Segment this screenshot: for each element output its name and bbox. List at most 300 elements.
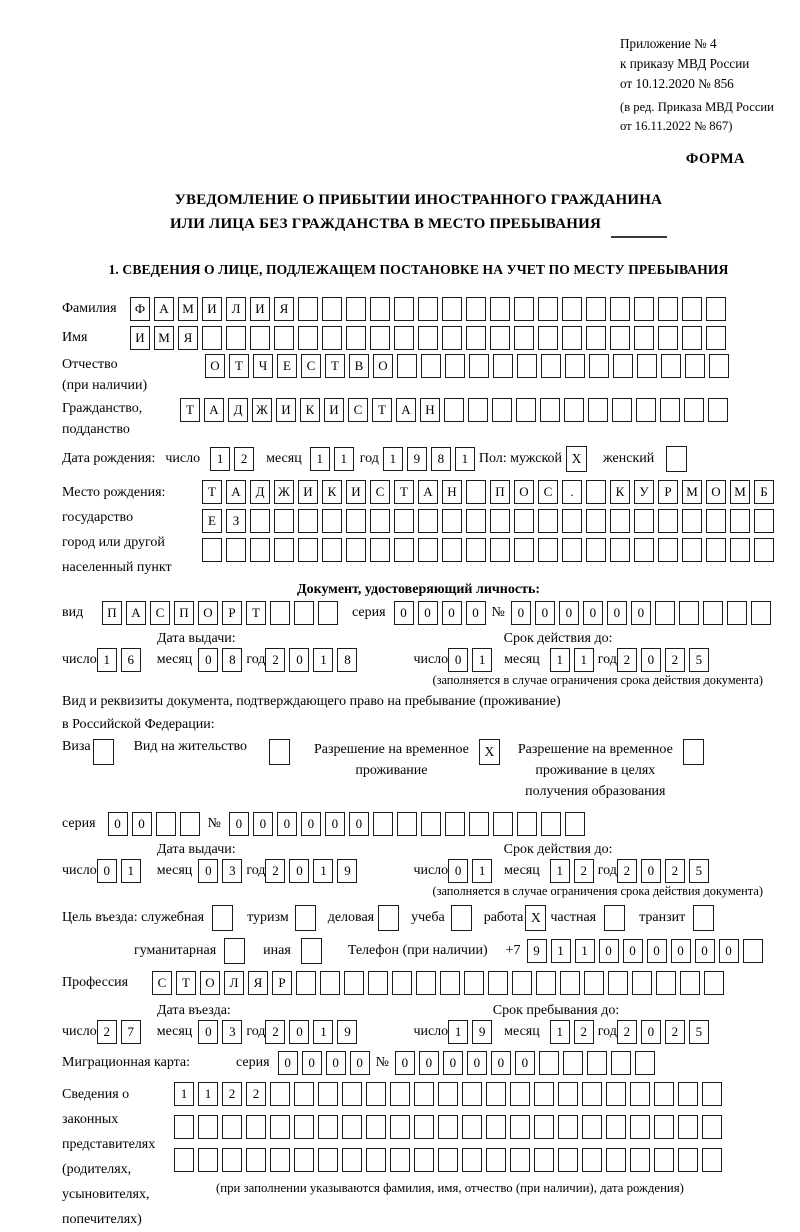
char-box[interactable] (586, 480, 606, 504)
char-box[interactable]: Я (178, 326, 198, 350)
char-box[interactable]: М (730, 480, 750, 504)
char-box[interactable] (534, 1148, 554, 1172)
char-box[interactable]: Т (325, 354, 345, 378)
char-box[interactable]: И (202, 297, 222, 321)
char-box[interactable] (486, 1082, 506, 1106)
char-box[interactable]: Я (248, 971, 268, 995)
char-box[interactable] (390, 1148, 410, 1172)
char-box[interactable]: Б (754, 480, 774, 504)
char-box[interactable] (562, 509, 582, 533)
purpose-study-checkbox[interactable] (451, 905, 472, 931)
char-box[interactable]: Д (228, 398, 248, 422)
char-box[interactable]: С (301, 354, 321, 378)
char-box[interactable] (274, 326, 294, 350)
char-box[interactable] (658, 509, 678, 533)
char-box[interactable] (610, 297, 630, 321)
char-box[interactable] (466, 297, 486, 321)
char-box[interactable]: Ч (253, 354, 273, 378)
char-box[interactable] (560, 971, 580, 995)
char-box[interactable]: 1 (310, 447, 330, 471)
char-box[interactable]: Е (277, 354, 297, 378)
char-box[interactable]: 1 (472, 648, 492, 672)
char-box[interactable] (658, 297, 678, 321)
char-box[interactable] (226, 326, 246, 350)
char-box[interactable]: 2 (265, 859, 285, 883)
char-box[interactable] (226, 538, 246, 562)
char-box[interactable] (634, 538, 654, 562)
char-box[interactable] (702, 1148, 722, 1172)
char-box[interactable]: Я (274, 297, 294, 321)
char-box[interactable]: И (324, 398, 344, 422)
char-box[interactable]: 0 (325, 812, 345, 836)
char-box[interactable] (222, 1115, 242, 1139)
char-box[interactable] (682, 538, 702, 562)
char-box[interactable]: 2 (265, 1020, 285, 1044)
char-box[interactable]: Т (246, 601, 266, 625)
char-box[interactable]: 0 (301, 812, 321, 836)
char-box[interactable] (754, 538, 774, 562)
char-box[interactable]: Д (250, 480, 270, 504)
char-box[interactable] (466, 509, 486, 533)
char-box[interactable] (296, 971, 316, 995)
char-box[interactable] (558, 1082, 578, 1106)
char-box[interactable] (565, 354, 585, 378)
char-box[interactable]: 0 (719, 939, 739, 963)
char-box[interactable]: П (102, 601, 122, 625)
char-box[interactable]: 1 (313, 1020, 333, 1044)
char-box[interactable] (634, 509, 654, 533)
char-box[interactable] (678, 1082, 698, 1106)
char-box[interactable]: 2 (665, 648, 685, 672)
char-box[interactable]: 2 (222, 1082, 242, 1106)
char-box[interactable]: 8 (222, 648, 242, 672)
char-box[interactable]: С (152, 971, 172, 995)
char-box[interactable] (342, 1115, 362, 1139)
char-box[interactable] (516, 398, 536, 422)
char-box[interactable]: С (538, 480, 558, 504)
char-box[interactable] (370, 326, 390, 350)
char-box[interactable] (708, 398, 728, 422)
char-box[interactable] (582, 1115, 602, 1139)
char-box[interactable]: 0 (253, 812, 273, 836)
char-box[interactable] (606, 1148, 626, 1172)
char-box[interactable]: С (150, 601, 170, 625)
char-box[interactable]: 0 (302, 1051, 322, 1075)
char-box[interactable] (418, 509, 438, 533)
char-box[interactable] (517, 354, 537, 378)
char-box[interactable] (397, 812, 417, 836)
char-box[interactable] (270, 601, 290, 625)
char-box[interactable]: Т (176, 971, 196, 995)
char-box[interactable] (682, 326, 702, 350)
char-box[interactable] (198, 1115, 218, 1139)
char-box[interactable] (390, 1082, 410, 1106)
char-box[interactable]: 5 (689, 1020, 709, 1044)
char-box[interactable]: 0 (289, 1020, 309, 1044)
char-box[interactable]: 8 (431, 447, 451, 471)
char-box[interactable]: 0 (132, 812, 152, 836)
char-box[interactable] (274, 538, 294, 562)
char-box[interactable] (606, 1082, 626, 1106)
char-box[interactable]: И (130, 326, 150, 350)
char-box[interactable] (541, 354, 561, 378)
char-box[interactable] (656, 971, 676, 995)
char-box[interactable] (322, 538, 342, 562)
char-box[interactable] (488, 971, 508, 995)
char-box[interactable] (180, 812, 200, 836)
visa-checkbox[interactable] (93, 739, 114, 765)
char-box[interactable] (250, 509, 270, 533)
char-box[interactable]: 9 (527, 939, 547, 963)
char-box[interactable]: . (562, 480, 582, 504)
char-box[interactable] (637, 354, 657, 378)
purpose-official-checkbox[interactable] (212, 905, 233, 931)
char-box[interactable]: 1 (550, 648, 570, 672)
char-box[interactable]: Н (420, 398, 440, 422)
char-box[interactable]: 9 (472, 1020, 492, 1044)
char-box[interactable]: 1 (383, 447, 403, 471)
char-box[interactable]: Р (272, 971, 292, 995)
char-box[interactable] (198, 1148, 218, 1172)
char-box[interactable]: 0 (559, 601, 579, 625)
char-box[interactable] (586, 297, 606, 321)
char-box[interactable] (492, 398, 512, 422)
char-box[interactable]: Т (229, 354, 249, 378)
char-box[interactable]: И (250, 297, 270, 321)
char-box[interactable] (565, 812, 585, 836)
char-box[interactable]: 0 (467, 1051, 487, 1075)
char-box[interactable]: И (276, 398, 296, 422)
sex-female-checkbox[interactable] (666, 446, 687, 472)
char-box[interactable] (346, 326, 366, 350)
char-box[interactable] (438, 1082, 458, 1106)
char-box[interactable]: 8 (337, 648, 357, 672)
char-box[interactable] (294, 1115, 314, 1139)
char-box[interactable] (702, 1115, 722, 1139)
char-box[interactable] (370, 509, 390, 533)
char-box[interactable] (562, 326, 582, 350)
char-box[interactable]: Ж (252, 398, 272, 422)
char-box[interactable]: 1 (198, 1082, 218, 1106)
char-box[interactable]: П (490, 480, 510, 504)
char-box[interactable]: С (370, 480, 390, 504)
char-box[interactable]: 1 (448, 1020, 468, 1044)
char-box[interactable] (632, 971, 652, 995)
char-box[interactable] (464, 971, 484, 995)
char-box[interactable]: Е (202, 509, 222, 533)
char-box[interactable] (394, 509, 414, 533)
char-box[interactable] (274, 509, 294, 533)
char-box[interactable] (294, 601, 314, 625)
char-box[interactable] (727, 601, 747, 625)
char-box[interactable] (558, 1115, 578, 1139)
char-box[interactable]: 0 (448, 648, 468, 672)
char-box[interactable] (658, 538, 678, 562)
char-box[interactable] (342, 1148, 362, 1172)
char-box[interactable]: Л (224, 971, 244, 995)
char-box[interactable] (444, 398, 464, 422)
char-box[interactable] (414, 1115, 434, 1139)
char-box[interactable]: А (204, 398, 224, 422)
char-box[interactable] (346, 538, 366, 562)
char-box[interactable] (222, 1148, 242, 1172)
char-box[interactable] (397, 354, 417, 378)
char-box[interactable]: 1 (121, 859, 141, 883)
purpose-private-checkbox[interactable] (604, 905, 625, 931)
char-box[interactable] (680, 971, 700, 995)
purpose-transit-checkbox[interactable] (693, 905, 714, 931)
char-box[interactable] (706, 326, 726, 350)
char-box[interactable] (654, 1082, 674, 1106)
char-box[interactable]: О (706, 480, 726, 504)
char-box[interactable]: 3 (222, 859, 242, 883)
char-box[interactable]: 1 (97, 648, 117, 672)
char-box[interactable] (562, 297, 582, 321)
char-box[interactable] (373, 812, 393, 836)
char-box[interactable] (418, 326, 438, 350)
char-box[interactable]: 0 (349, 812, 369, 836)
char-box[interactable] (635, 1051, 655, 1075)
char-box[interactable]: К (610, 480, 630, 504)
char-box[interactable]: 2 (265, 648, 285, 672)
char-box[interactable] (589, 354, 609, 378)
char-box[interactable]: 0 (448, 859, 468, 883)
char-box[interactable]: 0 (442, 601, 462, 625)
char-box[interactable] (678, 1115, 698, 1139)
char-box[interactable] (344, 971, 364, 995)
char-box[interactable]: 0 (289, 859, 309, 883)
char-box[interactable]: 2 (617, 859, 637, 883)
char-box[interactable] (294, 1082, 314, 1106)
char-box[interactable] (538, 297, 558, 321)
char-box[interactable] (658, 326, 678, 350)
char-box[interactable] (438, 1115, 458, 1139)
char-box[interactable] (540, 398, 560, 422)
char-box[interactable]: 1 (455, 447, 475, 471)
char-box[interactable]: 0 (491, 1051, 511, 1075)
char-box[interactable] (703, 601, 723, 625)
char-box[interactable]: 1 (210, 447, 230, 471)
char-box[interactable]: 2 (665, 859, 685, 883)
char-box[interactable] (366, 1115, 386, 1139)
char-box[interactable] (608, 971, 628, 995)
char-box[interactable] (469, 354, 489, 378)
char-box[interactable] (754, 509, 774, 533)
char-box[interactable] (587, 1051, 607, 1075)
char-box[interactable] (156, 812, 176, 836)
char-box[interactable]: 0 (641, 1020, 661, 1044)
char-box[interactable]: 0 (108, 812, 128, 836)
char-box[interactable] (538, 326, 558, 350)
char-box[interactable]: 1 (313, 859, 333, 883)
char-box[interactable] (730, 538, 750, 562)
char-box[interactable]: 0 (647, 939, 667, 963)
char-box[interactable] (558, 1148, 578, 1172)
char-box[interactable] (322, 297, 342, 321)
char-box[interactable] (394, 538, 414, 562)
char-box[interactable] (318, 1082, 338, 1106)
char-box[interactable]: 5 (689, 648, 709, 672)
char-box[interactable] (250, 538, 270, 562)
char-box[interactable] (442, 326, 462, 350)
char-box[interactable] (564, 398, 584, 422)
char-box[interactable] (202, 326, 222, 350)
sex-male-checkbox[interactable]: X (566, 446, 587, 472)
char-box[interactable]: П (174, 601, 194, 625)
char-box[interactable] (318, 601, 338, 625)
char-box[interactable]: Н (442, 480, 462, 504)
char-box[interactable] (743, 939, 763, 963)
char-box[interactable]: 2 (97, 1020, 117, 1044)
char-box[interactable]: Т (372, 398, 392, 422)
char-box[interactable] (366, 1082, 386, 1106)
purpose-tourism-checkbox[interactable] (295, 905, 316, 931)
char-box[interactable]: 0 (511, 601, 531, 625)
char-box[interactable] (370, 297, 390, 321)
char-box[interactable] (536, 971, 556, 995)
char-box[interactable]: К (322, 480, 342, 504)
char-box[interactable]: 1 (574, 648, 594, 672)
char-box[interactable] (588, 398, 608, 422)
char-box[interactable] (630, 1115, 650, 1139)
char-box[interactable]: К (300, 398, 320, 422)
char-box[interactable] (636, 398, 656, 422)
char-box[interactable] (586, 538, 606, 562)
char-box[interactable] (318, 1115, 338, 1139)
char-box[interactable]: 3 (222, 1020, 242, 1044)
char-box[interactable]: А (126, 601, 146, 625)
purpose-work-checkbox[interactable]: X (525, 905, 546, 931)
char-box[interactable] (582, 1082, 602, 1106)
char-box[interactable]: 0 (418, 601, 438, 625)
char-box[interactable]: 1 (550, 859, 570, 883)
char-box[interactable]: М (154, 326, 174, 350)
char-box[interactable] (445, 354, 465, 378)
char-box[interactable] (440, 971, 460, 995)
char-box[interactable] (366, 1148, 386, 1172)
char-box[interactable] (466, 480, 486, 504)
char-box[interactable]: Т (202, 480, 222, 504)
char-box[interactable] (634, 297, 654, 321)
char-box[interactable] (613, 354, 633, 378)
char-box[interactable] (418, 297, 438, 321)
char-box[interactable] (679, 601, 699, 625)
char-box[interactable]: 9 (337, 859, 357, 883)
char-box[interactable] (246, 1148, 266, 1172)
char-box[interactable]: 0 (278, 1051, 298, 1075)
char-box[interactable]: 0 (229, 812, 249, 836)
char-box[interactable] (751, 601, 771, 625)
char-box[interactable] (706, 509, 726, 533)
char-box[interactable] (418, 538, 438, 562)
char-box[interactable] (514, 297, 534, 321)
char-box[interactable]: 2 (617, 648, 637, 672)
char-box[interactable] (510, 1148, 530, 1172)
char-box[interactable]: 0 (641, 648, 661, 672)
char-box[interactable] (322, 326, 342, 350)
char-box[interactable] (466, 326, 486, 350)
char-box[interactable] (174, 1148, 194, 1172)
char-box[interactable]: 2 (234, 447, 254, 471)
char-box[interactable] (298, 297, 318, 321)
char-box[interactable] (704, 971, 724, 995)
char-box[interactable]: Ф (130, 297, 150, 321)
char-box[interactable] (346, 509, 366, 533)
char-box[interactable] (462, 1082, 482, 1106)
char-box[interactable]: 1 (551, 939, 571, 963)
char-box[interactable] (534, 1115, 554, 1139)
char-box[interactable] (514, 538, 534, 562)
char-box[interactable] (421, 354, 441, 378)
char-box[interactable] (512, 971, 532, 995)
char-box[interactable] (462, 1115, 482, 1139)
char-box[interactable]: 0 (599, 939, 619, 963)
char-box[interactable] (390, 1115, 410, 1139)
char-box[interactable] (493, 812, 513, 836)
char-box[interactable]: Т (394, 480, 414, 504)
char-box[interactable]: М (178, 297, 198, 321)
char-box[interactable] (394, 326, 414, 350)
char-box[interactable] (445, 812, 465, 836)
char-box[interactable]: О (373, 354, 393, 378)
purpose-other-checkbox[interactable] (301, 938, 322, 964)
char-box[interactable]: 0 (535, 601, 555, 625)
char-box[interactable] (174, 1115, 194, 1139)
char-box[interactable] (298, 509, 318, 533)
char-box[interactable] (514, 509, 534, 533)
char-box[interactable] (655, 601, 675, 625)
char-box[interactable] (270, 1115, 290, 1139)
char-box[interactable]: 7 (121, 1020, 141, 1044)
char-box[interactable]: 0 (198, 648, 218, 672)
char-box[interactable]: 0 (277, 812, 297, 836)
char-box[interactable] (654, 1115, 674, 1139)
char-box[interactable] (510, 1082, 530, 1106)
purpose-business-checkbox[interactable] (378, 905, 399, 931)
char-box[interactable]: 0 (515, 1051, 535, 1075)
char-box[interactable]: 0 (607, 601, 627, 625)
char-box[interactable]: 0 (443, 1051, 463, 1075)
char-box[interactable]: А (396, 398, 416, 422)
char-box[interactable] (682, 297, 702, 321)
char-box[interactable] (468, 398, 488, 422)
char-box[interactable] (442, 509, 462, 533)
char-box[interactable] (370, 538, 390, 562)
char-box[interactable] (294, 1148, 314, 1172)
char-box[interactable] (442, 538, 462, 562)
char-box[interactable] (706, 297, 726, 321)
char-box[interactable] (469, 812, 489, 836)
char-box[interactable] (394, 297, 414, 321)
char-box[interactable] (539, 1051, 559, 1075)
char-box[interactable] (517, 812, 537, 836)
char-box[interactable]: 0 (419, 1051, 439, 1075)
char-box[interactable] (346, 297, 366, 321)
char-box[interactable]: 0 (583, 601, 603, 625)
char-box[interactable]: 0 (326, 1051, 346, 1075)
char-box[interactable] (563, 1051, 583, 1075)
char-box[interactable]: 0 (289, 648, 309, 672)
char-box[interactable]: А (226, 480, 246, 504)
char-box[interactable]: 0 (97, 859, 117, 883)
char-box[interactable] (421, 812, 441, 836)
char-box[interactable] (368, 971, 388, 995)
char-box[interactable] (630, 1148, 650, 1172)
char-box[interactable] (654, 1148, 674, 1172)
temp-residence-edu-checkbox[interactable] (683, 739, 704, 765)
char-box[interactable] (414, 1148, 434, 1172)
char-box[interactable] (392, 971, 412, 995)
